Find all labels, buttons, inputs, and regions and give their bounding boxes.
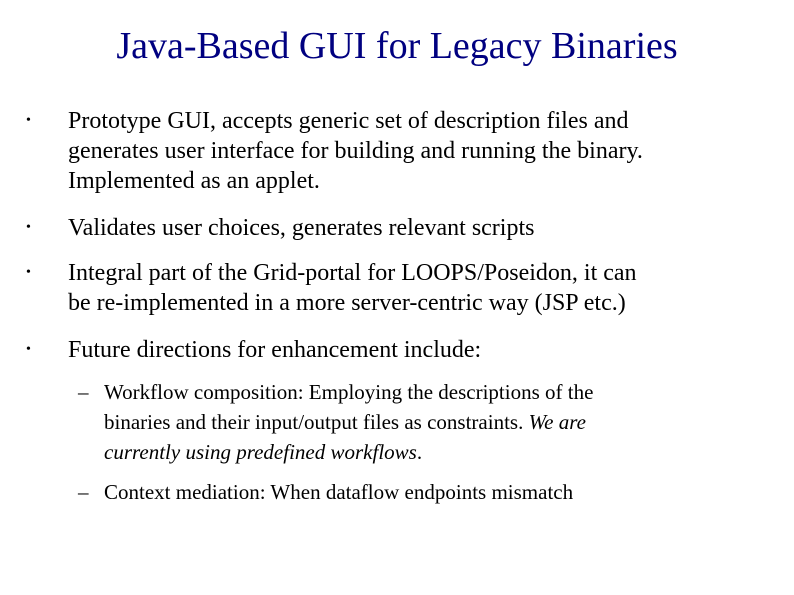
slide-title: Java-Based GUI for Legacy Binaries [116, 25, 678, 67]
dash-icon: – [78, 380, 89, 404]
bullet-line: Validates user choices, generates relevant scripts [68, 215, 535, 241]
sub-bullet-line-plain: . [416, 440, 423, 464]
sub-bullet-line [104, 437, 764, 467]
bullet-dot-icon: • [26, 265, 31, 280]
bullet-line: Integral part of the Grid-portal for LOOPS/Poseidon, it can [68, 260, 637, 286]
sub-bullet-text [104, 377, 764, 467]
sub-bullet-line-plain: binaries and their input/output files as constraints. [104, 410, 529, 434]
bullet-text [68, 258, 768, 318]
bullet-line: be re-implemented in a more server-centric way (JSP etc.) [68, 290, 626, 316]
sub-bullet-line: Workflow composition: Employing the descriptions of the [104, 380, 594, 404]
sub-bullet-line-italic: We are [528, 410, 586, 434]
sub-bullet-line: Context mediation: When dataflow endpoints mismatch [104, 480, 574, 504]
sub-bullet-line [104, 407, 764, 437]
bullet-text [68, 335, 768, 365]
bullet-dot-icon: • [26, 220, 31, 235]
bullet-dot-icon: • [26, 113, 31, 128]
sub-bullet-text [104, 477, 764, 507]
bullet-line: Prototype GUI, accepts generic set of description files and [68, 108, 629, 134]
bullet-line: Implemented as an applet. [68, 168, 320, 194]
bullet-dot-icon: • [26, 342, 31, 357]
sub-bullet-line-italic: currently using predefined workflows [104, 440, 417, 464]
bullet-text [68, 213, 768, 243]
bullet-line: Future directions for enhancement include: [68, 337, 482, 363]
dash-icon: – [78, 480, 89, 504]
bullet-text [68, 106, 768, 196]
bullet-line: generates user interface for building and running the binary. [68, 138, 643, 164]
